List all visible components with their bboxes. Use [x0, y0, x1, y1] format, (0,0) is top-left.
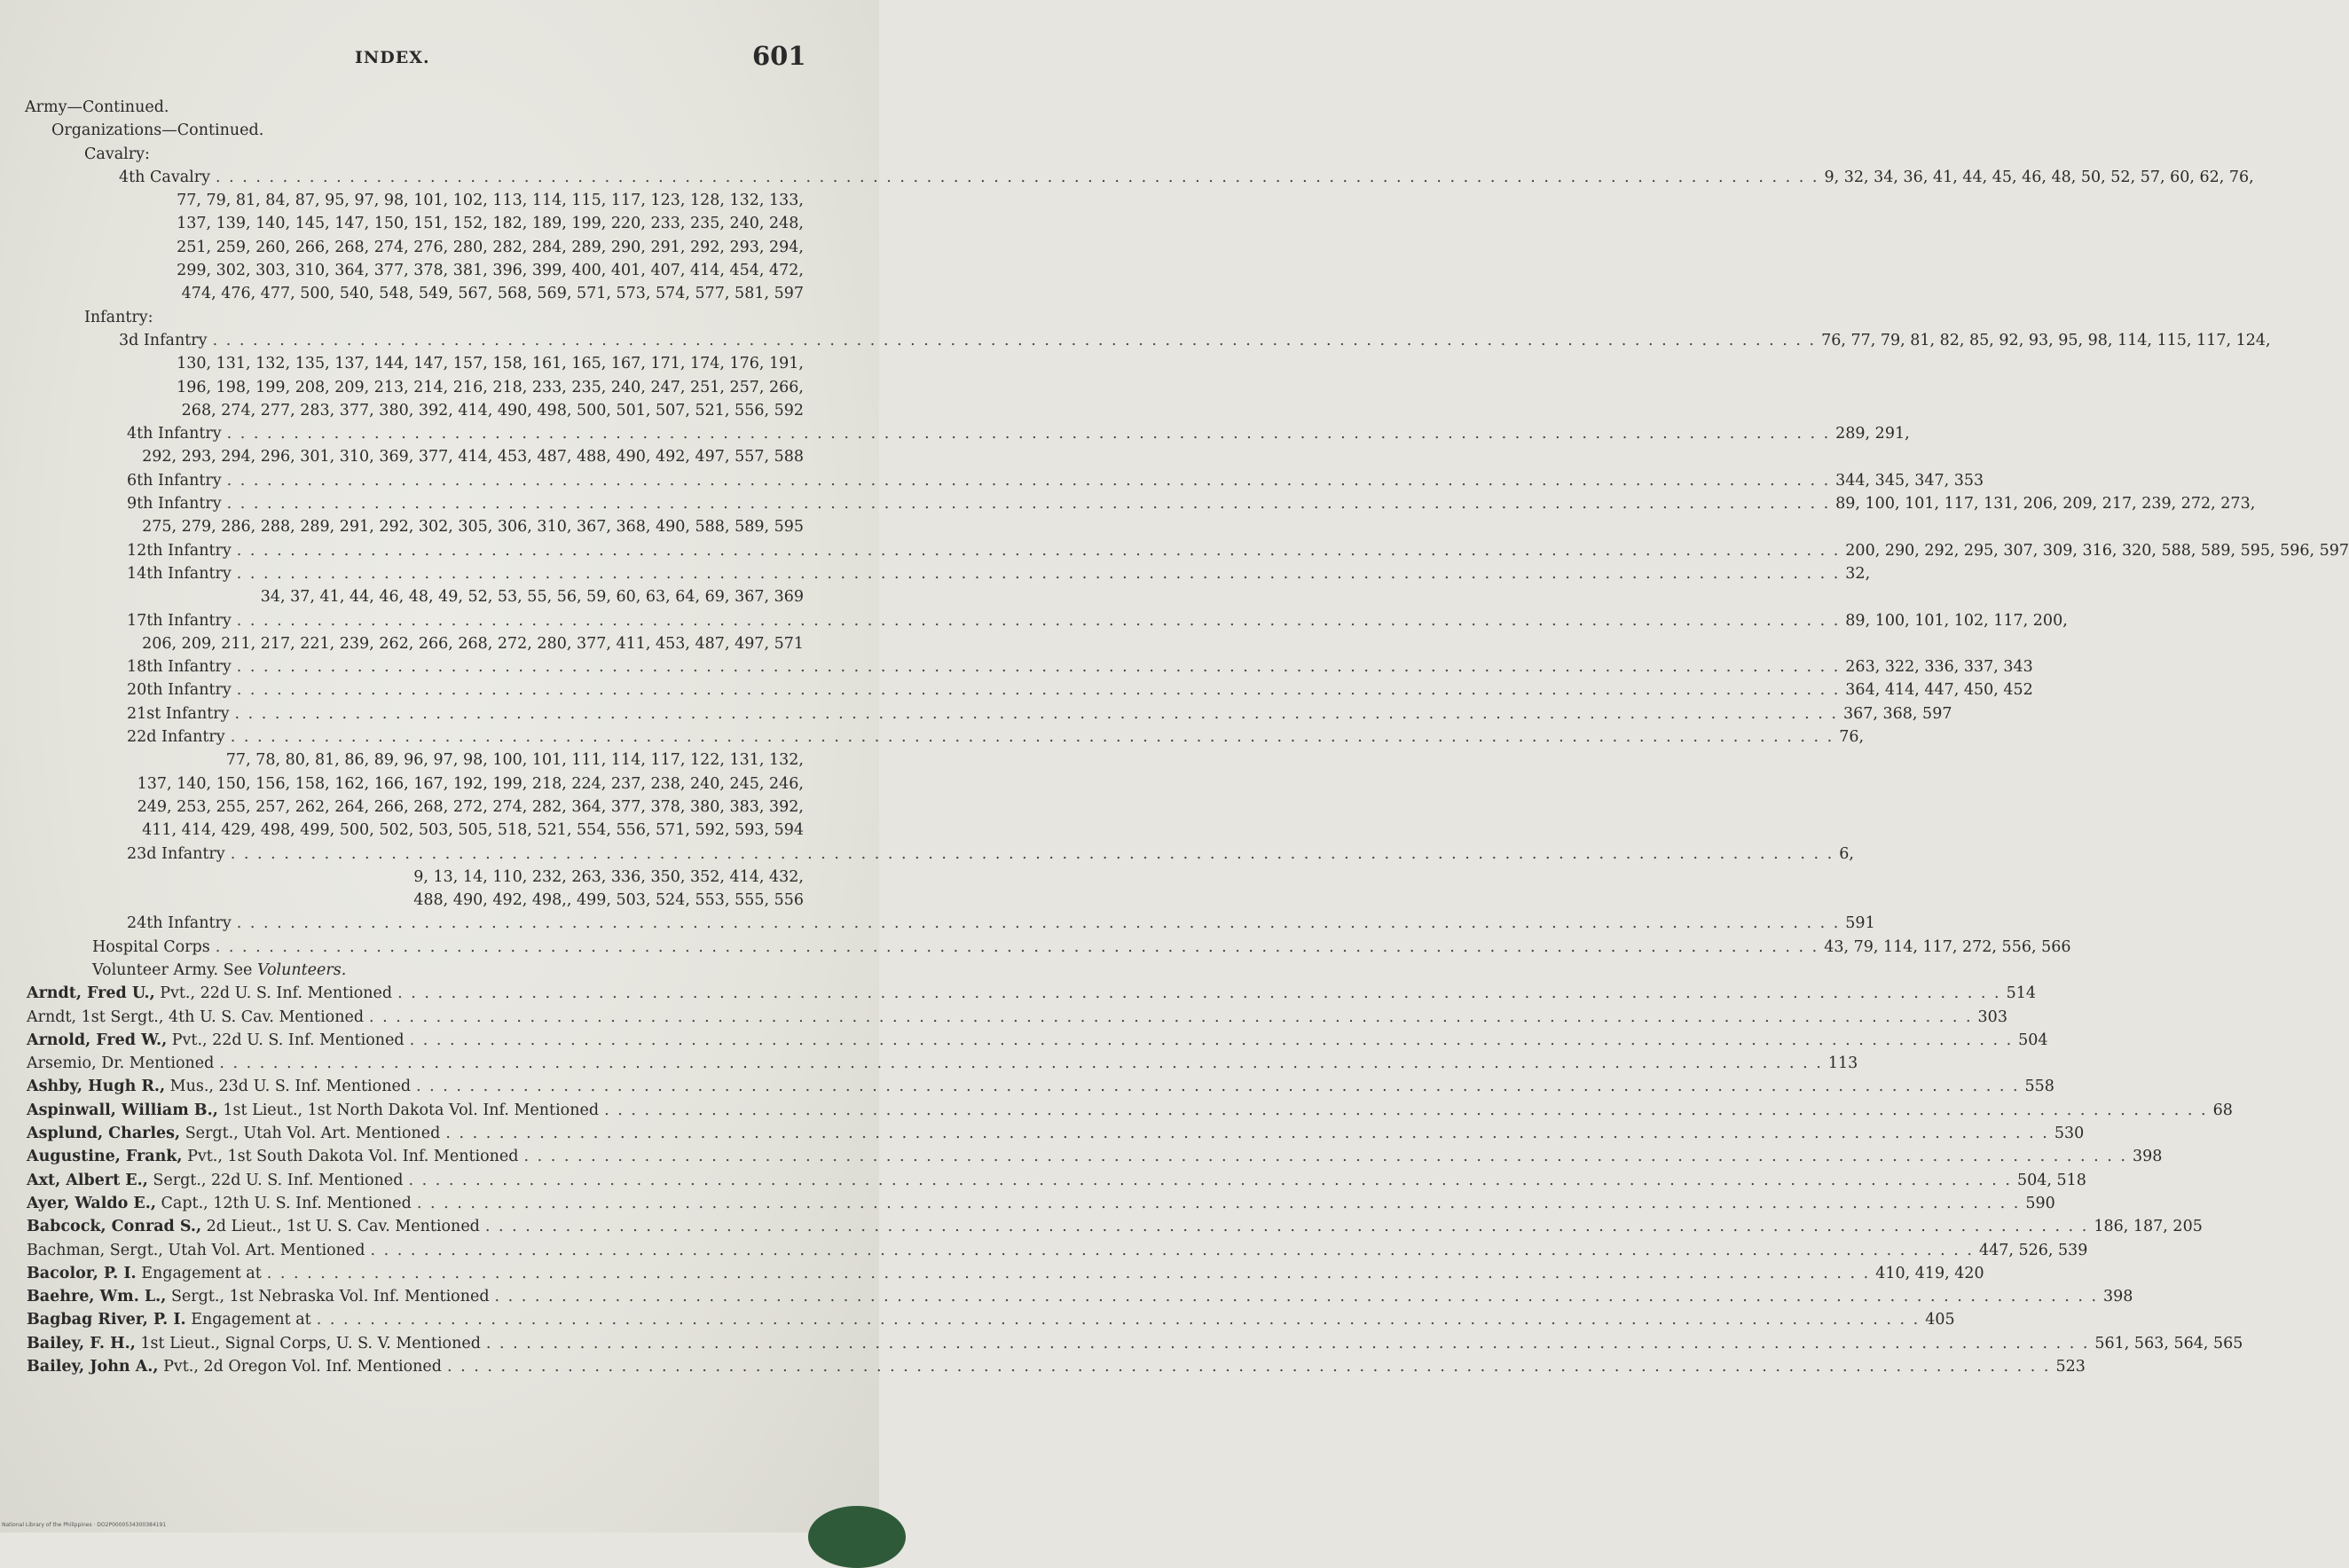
entry-label [127, 422, 222, 445]
index-entry [0, 1192, 2055, 1215]
entry-text: Pvt., 1st South Dakota Vol. Inf. Mentioned [182, 1148, 519, 1166]
page-references: 558 [2024, 1078, 2054, 1096]
entry-name: Ayer, Waldo E., [27, 1194, 156, 1212]
index-entry [0, 1052, 1858, 1075]
index-entry [0, 1262, 1984, 1285]
entry-text: 20th Infantry [127, 681, 232, 700]
page-references: 6, [1839, 844, 1854, 863]
entry-label [84, 143, 150, 166]
page-references: 561, 563, 564, 565 [2094, 1334, 2243, 1352]
entry-name: Ashby, Hugh R., [27, 1078, 166, 1096]
index-entry [0, 492, 2256, 515]
entry-text: Cavalry: [84, 145, 150, 163]
index-entries [0, 96, 2349, 1378]
entry-text: 9th Infantry [127, 495, 222, 514]
page-references: 504 [2018, 1031, 2048, 1049]
dot-leader: . . . . . . . . . . . . . . . . . . . . . . . . . . . . . . . . . . . . . . . . . . . . . . . . . . . . . . . . . . . . . . . . . . . . . . . . . . . . . . . . . . . . . . . . . . . . . . . . . . . . . . . . . . . . . . . . . . . . . . . . [523, 1148, 2127, 1166]
entry-text: 3d Infantry [119, 331, 208, 349]
entry-text: 1st Lieut., 1st North Dakota Vol. Inf. Mentioned [217, 1101, 600, 1119]
page-references: 591 [1845, 914, 1875, 933]
entry-text: Pvt., 22d U. S. Inf. Mentioned [154, 984, 393, 1003]
entry-label [127, 843, 225, 866]
entry-text: Sergt., Utah Vol. Art. Mentioned [180, 1125, 441, 1143]
entry-label [127, 702, 230, 725]
index-entry [0, 982, 2037, 1005]
entry-text: Volunteer Army. See [92, 960, 257, 979]
index-entry [0, 143, 879, 166]
page-references: 292, 293, 294, 296, 301, 310, 369, 377, 414, 453, 487, 488, 490, 492, 497, 557, 588 [142, 448, 804, 466]
entry-name: Bailey, John A., [27, 1358, 159, 1376]
entry-label [27, 1332, 481, 1355]
index-entry [0, 655, 2033, 678]
entry-label [27, 1215, 480, 1238]
entry-text: 17th Infantry [127, 611, 232, 630]
entry-text: 1st Lieut., Signal Corps, U. S. V. Mentioned [135, 1334, 481, 1352]
page-references: 76, [1839, 728, 1865, 747]
entry-text: 2d Lieut., 1st U. S. Cav. Mentioned [201, 1218, 480, 1236]
dot-leader: . . . . . . . . . . . . . . . . . . . . . . . . . . . . . . . . . . . . . . . . . . . . . . . . . . . . . . . . . . . . . . . . . . . . . . . . . . . . . . . . . . . . . . . . . . . . . . . . . . . . . . . . . . . . . . . . . . . . . . . . [226, 425, 1831, 443]
index-entry [0, 562, 1871, 585]
index-continuation-line [0, 189, 879, 212]
entry-label [51, 119, 263, 142]
entry-label [27, 1308, 311, 1331]
dot-leader: . . . . . . . . . . . . . . . . . . . . . . . . . . . . . . . . . . . . . . . . . . . . . . . . . . . . . . . . . . . . . . . . . . . . . . . . . . . . . . . . . . . . . . . . . . . . . . . . . . . . . . . . . . . . . . . . . . . . . . . . [236, 564, 1841, 583]
index-continuation-line [0, 282, 879, 305]
index-entry [0, 1122, 2085, 1145]
dot-leader: . . . . . . . . . . . . . . . . . . . . . . . . . . . . . . . . . . . . . . . . . . . . . . . . . . . . . . . . . . . . . . . . . . . . . . . . . . . . . . . . . . . . . . . . . . . . . . . . . . . . . . . . . . . . . . . . . . . . . . . . [370, 1241, 1974, 1259]
entry-label [27, 1355, 442, 1378]
dot-leader: . . . . . . . . . . . . . . . . . . . . . . . . . . . . . . . . . . . . . . . . . . . . . . . . . . . . . . . . . . . . . . . . . . . . . . . . . . . . . . . . . . . . . . . . . . . . . . . . . . . . . . . . . . . . . . . . . . . . . . . . [215, 937, 1819, 956]
dot-leader: . . . . . . . . . . . . . . . . . . . . . . . . . . . . . . . . . . . . . . . . . . . . . . . . . . . . . . . . . . . . . . . . . . . . . . . . . . . . . . . . . . . . . . . . . . . . . . . . . . . . . . . . . . . . . . . . . . . . . . . . [485, 1334, 2090, 1352]
entry-label [27, 1122, 440, 1145]
page-references: 303 [1977, 1007, 2007, 1026]
index-continuation-line [0, 632, 879, 655]
entry-label [27, 1145, 518, 1168]
index-entry [0, 1169, 2086, 1192]
entry-text: Bachman, Sergt., Utah Vol. Art. Mentioned [27, 1241, 365, 1259]
entry-text: Army—Continued. [25, 98, 169, 116]
dot-leader: . . . . . . . . . . . . . . . . . . . . . . . . . . . . . . . . . . . . . . . . . . . . . . . . . . . . . . . . . . . . . . . . . . . . . . . . . . . . . . . . . . . . . . . . . . . . . . . . . . . . . . . . . . . . . . . . . . . . . . . . [236, 541, 1841, 560]
dot-leader: . . . . . . . . . . . . . . . . . . . . . . . . . . . . . . . . . . . . . . . . . . . . . . . . . . . . . . . . . . . . . . . . . . . . . . . . . . . . . . . . . . . . . . . . . . . . . . . . . . . . . . . . . . . . . . . . . . . . . . . . [408, 1171, 2012, 1189]
page-references: 76, 77, 79, 81, 82, 85, 92, 93, 95, 98, 114, 115, 117, 124, [1821, 331, 2271, 349]
page-title: INDEX. [355, 48, 430, 67]
cross-reference: Volunteers. [256, 960, 347, 979]
entry-text: 12th Infantry [127, 541, 232, 560]
index-continuation-line [0, 796, 879, 819]
page-references: 344, 345, 347, 353 [1835, 471, 1984, 490]
index-entry [0, 1355, 2086, 1378]
page-references: 398 [2103, 1288, 2133, 1306]
entry-name: Aspinwall, William B., [27, 1101, 218, 1119]
entry-name: Arnold, Fred W., [27, 1031, 168, 1049]
page-references: 530 [2054, 1125, 2085, 1143]
dot-leader: . . . . . . . . . . . . . . . . . . . . . . . . . . . . . . . . . . . . . . . . . . . . . . . . . . . . . . . . . . . . . . . . . . . . . . . . . . . . . . . . . . . . . . . . . . . . . . . . . . . . . . . . . . . . . . . . . . . . . . . . [236, 611, 1841, 630]
page-references: 89, 100, 101, 102, 117, 200, [1845, 611, 2068, 630]
entry-text: 6th Infantry [127, 471, 222, 490]
entry-text: Arsemio, Dr. Mentioned [27, 1054, 215, 1073]
entry-text: Pvt., 22d U. S. Inf. Mentioned [167, 1031, 405, 1049]
page-references: 113 [1827, 1054, 1858, 1073]
running-head [0, 41, 879, 76]
index-entry [0, 166, 2254, 189]
index-entry [0, 1099, 2233, 1122]
dot-leader: . . . . . . . . . . . . . . . . . . . . . . . . . . . . . . . . . . . . . . . . . . . . . . . . . . . . . . . . . . . . . . . . . . . . . . . . . . . . . . . . . . . . . . . . . . . . . . . . . . . . . . . . . . . . . . . . . . . . . . . . [416, 1194, 2021, 1212]
entry-text: 14th Infantry [127, 564, 232, 583]
page-references: 186, 187, 205 [2094, 1218, 2203, 1236]
entry-text: Pvt., 2d Oregon Vol. Inf. Mentioned [158, 1358, 442, 1376]
page-references: 196, 198, 199, 208, 209, 213, 214, 216, 218, 233, 235, 240, 247, 251, 257, 266, [177, 378, 804, 396]
page-references: 410, 419, 420 [1875, 1264, 1984, 1282]
entry-label [27, 1052, 214, 1075]
entry-text: Sergt., 22d U. S. Inf. Mentioned [147, 1171, 404, 1189]
page-references: 367, 368, 597 [1843, 704, 1952, 723]
dot-leader: . . . . . . . . . . . . . . . . . . . . . . . . . . . . . . . . . . . . . . . . . . . . . . . . . . . . . . . . . . . . . . . . . . . . . . . . . . . . . . . . . . . . . . . . . . . . . . . . . . . . . . . . . . . . . . . . . . . . . . . . [236, 681, 1841, 700]
index-entry [0, 329, 2271, 352]
entry-text: 24th Infantry [127, 914, 232, 933]
dot-leader: . . . . . . . . . . . . . . . . . . . . . . . . . . . . . . . . . . . . . . . . . . . . . . . . . . . . . . . . . . . . . . . . . . . . . . . . . . . . . . . . . . . . . . . . . . . . . . . . . . . . . . . . . . . . . . . . . . . . . . . . [409, 1031, 2014, 1049]
entry-name: Baehre, Wm. L., [27, 1288, 167, 1306]
page-references: 43, 79, 114, 117, 272, 556, 566 [1824, 937, 2071, 956]
page-references: 32, [1845, 564, 1871, 583]
entry-text: Organizations—Continued. [51, 122, 264, 140]
entry-label [92, 959, 346, 982]
index-entry [0, 959, 879, 982]
page-references: 9, 32, 34, 36, 41, 44, 45, 46, 48, 50, 52, 57, 60, 62, 76, [1824, 168, 2254, 186]
entry-name: Babcock, Conrad S., [27, 1218, 202, 1236]
page-corner-mark [808, 1506, 906, 1568]
dot-leader: . . . . . . . . . . . . . . . . . . . . . . . . . . . . . . . . . . . . . . . . . . . . . . . . . . . . . . . . . . . . . . . . . . . . . . . . . . . . . . . . . . . . . . . . . . . . . . . . . . . . . . . . . . . . . . . . . . . . . . . . [219, 1054, 1823, 1073]
dot-leader: . . . . . . . . . . . . . . . . . . . . . . . . . . . . . . . . . . . . . . . . . . . . . . . . . . . . . . . . . . . . . . . . . . . . . . . . . . . . . . . . . . . . . . . . . . . . . . . . . . . . . . . . . . . . . . . . . . . . . . . . [416, 1078, 2020, 1096]
entry-text: 4th Cavalry [119, 168, 210, 186]
dot-leader: . . . . . . . . . . . . . . . . . . . . . . . . . . . . . . . . . . . . . . . . . . . . . . . . . . . . . . . . . . . . . . . . . . . . . . . . . . . . . . . . . . . . . . . . . . . . . . . . . . . . . . . . . . . . . . . . . . . . . . . . [397, 984, 2001, 1003]
index-entry [0, 422, 1910, 445]
index-entry [0, 1029, 2048, 1052]
entry-label [27, 982, 392, 1005]
entry-text: 18th Infantry [127, 658, 232, 677]
dot-leader: . . . . . . . . . . . . . . . . . . . . . . . . . . . . . . . . . . . . . . . . . . . . . . . . . . . . . . . . . . . . . . . . . . . . . . . . . . . . . . . . . . . . . . . . . . . . . . . . . . . . . . . . . . . . . . . . . . . . . . . . [494, 1288, 2099, 1306]
entry-text: Mus., 23d U. S. Inf. Mentioned [165, 1078, 412, 1096]
entry-text: Sergt., 1st Nebraska Vol. Inf. Mentioned [166, 1288, 490, 1306]
index-continuation-line [0, 585, 879, 608]
page-references: 364, 414, 447, 450, 452 [1845, 681, 2033, 700]
dot-leader: . . . . . . . . . . . . . . . . . . . . . . . . . . . . . . . . . . . . . . . . . . . . . . . . . . . . . . . . . . . . . . . . . . . . . . . . . . . . . . . . . . . . . . . . . . . . . . . . . . . . . . . . . . . . . . . . . . . . . . . . [445, 1125, 2049, 1143]
index-entry [0, 1075, 2054, 1098]
page-references: 89, 100, 101, 117, 131, 206, 209, 217, 239, 272, 273, [1835, 495, 2256, 514]
page-references: 590 [2025, 1194, 2055, 1212]
index-entry [0, 1239, 2088, 1262]
entry-label [127, 725, 225, 749]
index-continuation-line [0, 259, 879, 282]
entry-text: 23d Infantry [127, 844, 225, 863]
entry-label [27, 1169, 404, 1192]
dot-leader: . . . . . . . . . . . . . . . . . . . . . . . . . . . . . . . . . . . . . . . . . . . . . . . . . . . . . . . . . . . . . . . . . . . . . . . . . . . . . . . . . . . . . . . . . . . . . . . . . . . . . . . . . . . . . . . . . . . . . . . . [369, 1007, 1973, 1026]
page-references: 263, 322, 336, 337, 343 [1845, 658, 2033, 677]
index-entry [0, 725, 1865, 749]
page-references: 200, 290, 292, 295, 307, 309, 316, 320, 588, 589, 595, 596, 597 [1845, 541, 2349, 560]
entry-name: Arndt, Fred U., [27, 984, 155, 1003]
page-references: 77, 79, 81, 84, 87, 95, 97, 98, 101, 102, 113, 114, 115, 117, 123, 128, 132, 133, [177, 192, 804, 210]
page-references: 411, 414, 429, 498, 499, 500, 502, 503, 505, 518, 521, 554, 556, 571, 592, 593, 594 [142, 821, 804, 840]
entry-name: Asplund, Charles, [27, 1125, 181, 1143]
index-continuation-line [0, 866, 879, 889]
entry-name: Axt, Albert E., [27, 1171, 148, 1189]
page-references: 514 [2006, 984, 2037, 1003]
page-references: 130, 131, 132, 135, 137, 144, 147, 157, 158, 161, 165, 167, 171, 174, 176, 191, [177, 355, 804, 373]
dot-leader: . . . . . . . . . . . . . . . . . . . . . . . . . . . . . . . . . . . . . . . . . . . . . . . . . . . . . . . . . . . . . . . . . . . . . . . . . . . . . . . . . . . . . . . . . . . . . . . . . . . . . . . . . . . . . . . . . . . . . . . . [446, 1358, 2051, 1376]
dot-leader: . . . . . . . . . . . . . . . . . . . . . . . . . . . . . . . . . . . . . . . . . . . . . . . . . . . . . . . . . . . . . . . . . . . . . . . . . . . . . . . . . . . . . . . . . . . . . . . . . . . . . . . . . . . . . . . . . . . . . . . . [236, 658, 1841, 677]
dot-leader: . . . . . . . . . . . . . . . . . . . . . . . . . . . . . . . . . . . . . . . . . . . . . . . . . . . . . . . . . . . . . . . . . . . . . . . . . . . . . . . . . . . . . . . . . . . . . . . . . . . . . . . . . . . . . . . . . . . . . . . . [234, 704, 1838, 723]
index-entry [0, 1332, 2243, 1355]
page-references: 275, 279, 286, 288, 289, 291, 292, 302, 305, 306, 310, 367, 368, 490, 588, 589, 595 [142, 518, 804, 537]
index-entry [0, 1308, 1955, 1331]
entry-label [27, 1285, 490, 1308]
index-entry [0, 96, 879, 119]
entry-label [127, 492, 222, 515]
entry-label [127, 655, 232, 678]
entry-text: Infantry: [84, 308, 153, 326]
page-references: 474, 476, 477, 500, 540, 548, 549, 567, 568, 569, 571, 573, 574, 577, 581, 597 [181, 285, 804, 303]
index-entry [0, 1285, 2133, 1308]
index-entry [0, 609, 2068, 632]
entry-label [27, 1075, 411, 1098]
dot-leader: . . . . . . . . . . . . . . . . . . . . . . . . . . . . . . . . . . . . . . . . . . . . . . . . . . . . . . . . . . . . . . . . . . . . . . . . . . . . . . . . . . . . . . . . . . . . . . . . . . . . . . . . . . . . . . . . . . . . . . . . [316, 1311, 1921, 1329]
index-entry [0, 678, 2033, 702]
page-references: 447, 526, 539 [1978, 1241, 2088, 1259]
index-entry [0, 119, 879, 142]
entry-label [127, 609, 232, 632]
entry-label [127, 912, 232, 935]
entry-label [27, 1006, 364, 1029]
entry-label [127, 562, 232, 585]
page-references: 249, 253, 255, 257, 262, 264, 266, 268, 272, 274, 282, 364, 377, 378, 380, 383, 392, [137, 797, 804, 816]
index-continuation-line [0, 352, 879, 375]
page-references: 398 [2132, 1148, 2163, 1166]
entry-label [27, 1029, 405, 1052]
entry-label [92, 936, 210, 959]
entry-label [127, 539, 232, 562]
entry-text: Engagement at [185, 1311, 311, 1329]
dot-leader: . . . . . . . . . . . . . . . . . . . . . . . . . . . . . . . . . . . . . . . . . . . . . . . . . . . . . . . . . . . . . . . . . . . . . . . . . . . . . . . . . . . . . . . . . . . . . . . . . . . . . . . . . . . . . . . . . . . . . . . . [212, 331, 1817, 349]
entry-label [127, 469, 222, 492]
page-references: 206, 209, 211, 217, 221, 239, 262, 266, 268, 272, 280, 377, 411, 453, 487, 497, 571 [142, 634, 804, 653]
entry-text: Arndt, 1st Sergt., 4th U. S. Cav. Mentioned [27, 1007, 365, 1026]
entry-label [84, 306, 153, 329]
entry-text: Capt., 12th U. S. Inf. Mentioned [155, 1194, 412, 1212]
index-entry [0, 1006, 2007, 1029]
index-continuation-line [0, 889, 879, 912]
entry-label [27, 1239, 365, 1262]
page-references: 504, 518 [2017, 1171, 2086, 1189]
entry-text: Engagement at [136, 1264, 262, 1282]
index-continuation-line [0, 399, 879, 422]
entry-name: Bailey, F. H., [27, 1334, 136, 1352]
dot-leader: . . . . . . . . . . . . . . . . . . . . . . . . . . . . . . . . . . . . . . . . . . . . . . . . . . . . . . . . . . . . . . . . . . . . . . . . . . . . . . . . . . . . . . . . . . . . . . . . . . . . . . . . . . . . . . . . . . . . . . . . [226, 495, 1831, 514]
index-continuation-line [0, 749, 879, 772]
page-references: 523 [2055, 1358, 2086, 1376]
entry-label [119, 329, 208, 352]
page-references: 251, 259, 260, 266, 268, 274, 276, 280, 282, 284, 289, 290, 291, 292, 293, 294, [177, 238, 804, 256]
index-entry [0, 306, 879, 329]
index-continuation-line [0, 819, 879, 842]
page-references: 488, 490, 492, 498,, 499, 503, 524, 553, 555, 556 [413, 891, 804, 910]
page-references: 405 [1925, 1311, 1955, 1329]
index-entry [0, 702, 1952, 725]
entry-text: 4th Infantry [127, 425, 222, 443]
index-entry [0, 539, 2349, 562]
dot-leader: . . . . . . . . . . . . . . . . . . . . . . . . . . . . . . . . . . . . . . . . . . . . . . . . . . . . . . . . . . . . . . . . . . . . . . . . . . . . . . . . . . . . . . . . . . . . . . . . . . . . . . . . . . . . . . . . . . . . . . . . [484, 1218, 2089, 1236]
page-references: 289, 291, [1835, 425, 1910, 443]
dot-leader: . . . . . . . . . . . . . . . . . . . . . . . . . . . . . . . . . . . . . . . . . . . . . . . . . . . . . . . . . . . . . . . . . . . . . . . . . . . . . . . . . . . . . . . . . . . . . . . . . . . . . . . . . . . . . . . . . . . . . . . . [230, 728, 1834, 747]
page-references: 137, 140, 150, 156, 158, 162, 166, 167, 192, 199, 218, 224, 237, 238, 240, 245, 246, [137, 774, 804, 793]
entry-text: Hospital Corps [92, 937, 210, 956]
index-entry [0, 936, 2071, 959]
dot-leader: . . . . . . . . . . . . . . . . . . . . . . . . . . . . . . . . . . . . . . . . . . . . . . . . . . . . . . . . . . . . . . . . . . . . . . . . . . . . . . . . . . . . . . . . . . . . . . . . . . . . . . . . . . . . . . . . . . . . . . . . [216, 168, 1819, 186]
index-entry [0, 1145, 2163, 1168]
entry-text: 22d Infantry [127, 728, 225, 747]
index-continuation-line [0, 376, 879, 399]
dot-leader: . . . . . . . . . . . . . . . . . . . . . . . . . . . . . . . . . . . . . . . . . . . . . . . . . . . . . . . . . . . . . . . . . . . . . . . . . . . . . . . . . . . . . . . . . . . . . . . . . . . . . . . . . . . . . . . . . . . . . . . . [604, 1101, 2208, 1119]
dot-leader: . . . . . . . . . . . . . . . . . . . . . . . . . . . . . . . . . . . . . . . . . . . . . . . . . . . . . . . . . . . . . . . . . . . . . . . . . . . . . . . . . . . . . . . . . . . . . . . . . . . . . . . . . . . . . . . . . . . . . . . . [226, 471, 1831, 490]
entry-label [127, 678, 232, 702]
page-references: 68 [2212, 1101, 2233, 1119]
library-footer: National Library of the Philippines · DO2P0000534300384191 [2, 1522, 167, 1528]
page-references: 34, 37, 41, 44, 46, 48, 49, 52, 53, 55, 56, 59, 60, 63, 64, 69, 367, 369 [260, 588, 804, 607]
index-entry [0, 1215, 2203, 1238]
index-continuation-line [0, 772, 879, 796]
entry-label [27, 1192, 412, 1215]
entry-name: Bagbag River, P. I. [27, 1311, 186, 1329]
dot-leader: . . . . . . . . . . . . . . . . . . . . . . . . . . . . . . . . . . . . . . . . . . . . . . . . . . . . . . . . . . . . . . . . . . . . . . . . . . . . . . . . . . . . . . . . . . . . . . . . . . . . . . . . . . . . . . . . . . . . . . . . [230, 844, 1834, 863]
index-continuation-line [0, 515, 879, 538]
index-continuation-line [0, 212, 879, 235]
page-references: 137, 139, 140, 145, 147, 150, 151, 152, 182, 189, 199, 220, 233, 235, 240, 248, [177, 215, 804, 233]
index-entry [0, 843, 1854, 866]
page-references: 77, 78, 80, 81, 86, 89, 96, 97, 98, 100, 101, 111, 114, 117, 122, 131, 132, [225, 751, 804, 770]
index-entry [0, 912, 1875, 935]
index-entry [0, 469, 1984, 492]
entry-label [25, 96, 169, 119]
page-references: 299, 302, 303, 310, 364, 377, 378, 381, 396, 399, 400, 401, 407, 414, 454, 472, [177, 262, 804, 280]
entry-label [27, 1099, 599, 1122]
dot-leader: . . . . . . . . . . . . . . . . . . . . . . . . . . . . . . . . . . . . . . . . . . . . . . . . . . . . . . . . . . . . . . . . . . . . . . . . . . . . . . . . . . . . . . . . . . . . . . . . . . . . . . . . . . . . . . . . . . . . . . . . [266, 1264, 1871, 1282]
entry-name: Bacolor, P. I. [27, 1264, 137, 1282]
dot-leader: . . . . . . . . . . . . . . . . . . . . . . . . . . . . . . . . . . . . . . . . . . . . . . . . . . . . . . . . . . . . . . . . . . . . . . . . . . . . . . . . . . . . . . . . . . . . . . . . . . . . . . . . . . . . . . . . . . . . . . . . [236, 914, 1841, 933]
index-continuation-line [0, 236, 879, 259]
entry-label [27, 1262, 262, 1285]
entry-text: 21st Infantry [127, 704, 230, 723]
entry-label [119, 166, 210, 189]
page-references: 268, 274, 277, 283, 377, 380, 392, 414, 490, 498, 500, 501, 507, 521, 556, 592 [181, 401, 804, 419]
page-number: 601 [752, 41, 806, 71]
entry-name: Augustine, Frank, [27, 1148, 183, 1166]
page-references: 9, 13, 14, 110, 232, 263, 336, 350, 352, 414, 432, [413, 867, 804, 886]
index-continuation-line [0, 445, 879, 468]
